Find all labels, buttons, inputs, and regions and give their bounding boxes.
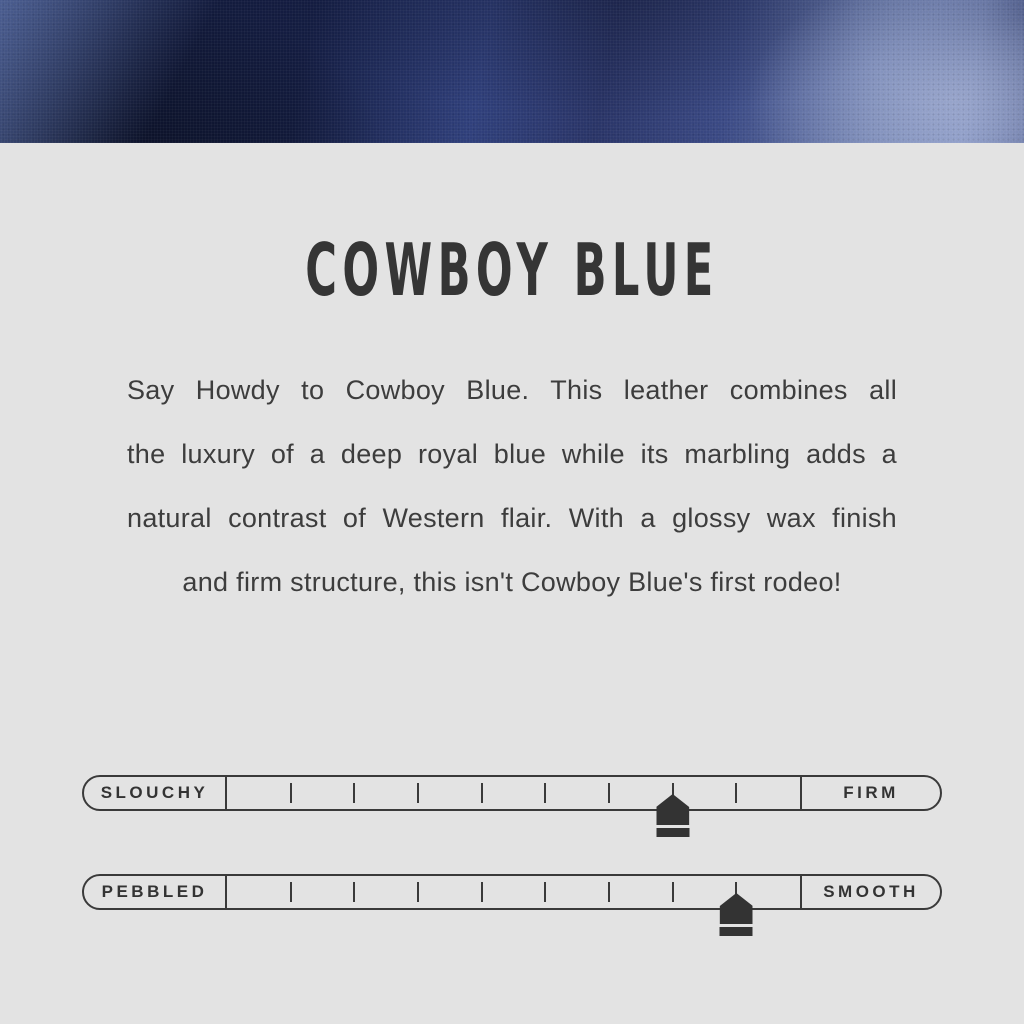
scale-left-label: SLOUCHY <box>84 777 227 809</box>
tick-mark <box>290 783 292 803</box>
tick-mark <box>608 882 610 902</box>
attribute-scales <box>82 775 942 910</box>
tick-mark <box>417 882 419 902</box>
tick-mark <box>544 882 546 902</box>
scale-right-label: SMOOTH <box>800 876 940 908</box>
tick-mark <box>481 882 483 902</box>
description-line: natural contrast of Western flair. With a glossy wax finish <box>127 503 897 533</box>
tick-mark <box>290 882 292 902</box>
tick-mark <box>353 783 355 803</box>
scale-position-marker <box>656 794 689 837</box>
scale-right-label: FIRM <box>800 777 940 809</box>
scale-slouchy-firm <box>82 775 942 811</box>
tick-mark <box>353 882 355 902</box>
description-line: Say Howdy to Cowboy Blue. This leather combines all <box>127 375 897 405</box>
content-area <box>0 228 1024 910</box>
tick-mark <box>417 783 419 803</box>
marker-base-bar <box>656 828 689 837</box>
marker-arrow-icon <box>656 794 689 825</box>
tick-mark <box>544 783 546 803</box>
scale-left-label: PEBBLED <box>84 876 227 908</box>
scale-pebbled-smooth <box>82 874 942 910</box>
leather-grain-overlay <box>0 0 1024 143</box>
page-title: COWBOY BLUE <box>305 228 719 312</box>
marker-arrow-icon <box>720 893 753 924</box>
tick-mark <box>672 882 674 902</box>
tick-mark <box>735 783 737 803</box>
scale-track <box>227 777 800 809</box>
description-line: the luxury of a deep royal blue while its marbling adds a <box>127 439 897 469</box>
tick-mark <box>481 783 483 803</box>
leather-texture-image <box>0 0 1024 143</box>
description-line: and firm structure, this isn't Cowboy Blue's first rodeo! <box>182 567 842 597</box>
tick-mark <box>608 783 610 803</box>
scale-position-marker <box>720 893 753 936</box>
product-description <box>127 358 897 614</box>
marker-base-bar <box>720 927 753 936</box>
scale-track <box>227 876 800 908</box>
